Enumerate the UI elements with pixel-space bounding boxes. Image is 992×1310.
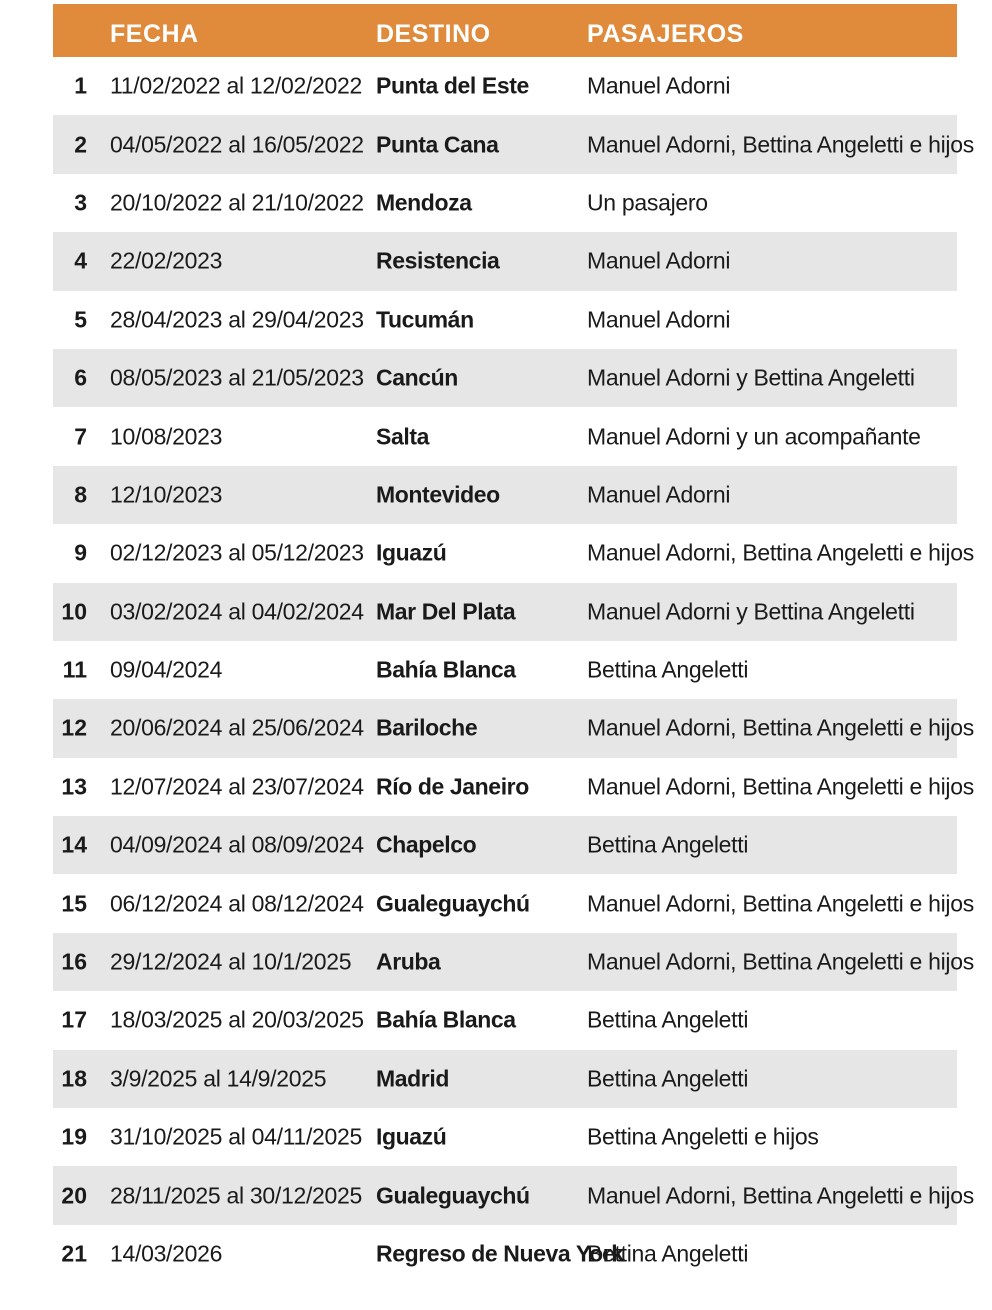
table-row <box>53 57 957 115</box>
row-pasajeros: Manuel Adorni, Bettina Angeletti e hijos <box>587 1182 974 1209</box>
row-number: 19 <box>61 1123 87 1150</box>
table-row <box>53 1050 957 1108</box>
row-number: 14 <box>61 831 87 858</box>
trips-table <box>53 4 974 1283</box>
row-pasajeros: Manuel Adorni <box>587 247 731 274</box>
table-row <box>53 1166 974 1224</box>
row-pasajeros: Manuel Adorni <box>587 306 731 333</box>
table-body <box>53 57 974 1283</box>
row-number: 15 <box>61 890 87 917</box>
table-row <box>53 524 974 582</box>
row-destino: Punta Cana <box>376 131 499 158</box>
row-pasajeros: Bettina Angeletti <box>587 1240 749 1267</box>
row-fecha: 28/11/2025 al 30/12/2025 <box>110 1182 362 1209</box>
row-fecha: 31/10/2025 al 04/11/2025 <box>110 1123 362 1150</box>
row-fecha: 22/02/2023 <box>110 247 223 274</box>
row-fecha: 18/03/2025 al 20/03/2025 <box>110 1006 364 1033</box>
row-destino: Cancún <box>376 364 458 391</box>
row-destino: Bahía Blanca <box>376 656 516 683</box>
row-number: 7 <box>74 423 87 450</box>
table-row <box>53 115 974 173</box>
row-pasajeros: Manuel Adorni, Bettina Angeletti e hijos <box>587 948 974 975</box>
table-header <box>53 4 957 57</box>
row-destino: Gualeguaychú <box>376 890 530 917</box>
table-row <box>53 699 974 757</box>
row-pasajeros: Un pasajero <box>587 189 708 216</box>
header-fecha: FECHA <box>110 20 199 48</box>
table-row <box>53 991 957 1049</box>
row-number: 18 <box>61 1065 87 1092</box>
row-number: 16 <box>61 948 87 975</box>
row-fecha: 09/04/2024 <box>110 656 223 683</box>
row-number: 20 <box>61 1182 87 1209</box>
table-row <box>53 466 957 524</box>
table-row <box>53 407 957 465</box>
row-pasajeros: Manuel Adorni, Bettina Angeletti e hijos <box>587 539 974 566</box>
row-pasajeros: Manuel Adorni, Bettina Angeletti e hijos <box>587 890 974 917</box>
row-number: 3 <box>74 189 87 216</box>
row-destino: Aruba <box>376 948 441 975</box>
row-pasajeros: Manuel Adorni, Bettina Angeletti e hijos <box>587 773 974 800</box>
table-row <box>53 758 974 816</box>
row-pasajeros: Bettina Angeletti <box>587 831 749 858</box>
table-row <box>53 583 957 641</box>
header-pasajeros: PASAJEROS <box>587 20 744 48</box>
row-number: 11 <box>62 656 87 683</box>
row-pasajeros: Manuel Adorni y un acompañante <box>587 423 921 450</box>
table-row <box>53 1225 957 1283</box>
row-fecha: 28/04/2023 al 29/04/2023 <box>110 306 364 333</box>
row-fecha: 12/07/2024 al 23/07/2024 <box>110 773 364 800</box>
row-pasajeros: Bettina Angeletti <box>587 656 749 683</box>
table-row <box>53 232 957 290</box>
row-number: 9 <box>74 539 87 566</box>
row-destino: Mendoza <box>376 189 472 216</box>
row-destino: Iguazú <box>376 1123 447 1150</box>
row-fecha: 10/08/2023 <box>110 423 223 450</box>
row-pasajeros: Manuel Adorni, Bettina Angeletti e hijos <box>587 131 974 158</box>
row-pasajeros: Bettina Angeletti e hijos <box>587 1123 819 1150</box>
row-destino: Punta del Este <box>376 72 529 99</box>
table-row <box>53 874 974 932</box>
row-fecha: 12/10/2023 <box>110 481 223 508</box>
row-fecha: 06/12/2024 al 08/12/2024 <box>110 890 364 917</box>
row-destino: Mar Del Plata <box>376 598 516 625</box>
row-fecha: 08/05/2023 al 21/05/2023 <box>110 364 364 391</box>
row-number: 8 <box>74 481 87 508</box>
row-number: 10 <box>61 598 87 625</box>
row-fecha: 03/02/2024 al 04/02/2024 <box>110 598 364 625</box>
table-row <box>53 933 974 991</box>
row-pasajeros: Manuel Adorni, Bettina Angeletti e hijos <box>587 714 974 741</box>
row-destino: Madrid <box>376 1065 449 1092</box>
table-row <box>53 291 957 349</box>
row-fecha: 20/10/2022 al 21/10/2022 <box>110 189 364 216</box>
row-destino: Regreso de Nueva York <box>376 1240 624 1267</box>
row-number: 17 <box>61 1006 87 1033</box>
row-pasajeros: Bettina Angeletti <box>587 1065 749 1092</box>
row-fecha: 02/12/2023 al 05/12/2023 <box>110 539 364 566</box>
row-destino: Salta <box>376 423 429 450</box>
row-fecha: 04/09/2024 al 08/09/2024 <box>110 831 364 858</box>
row-number: 6 <box>74 364 87 391</box>
row-fecha: 11/02/2022 al 12/02/2022 <box>110 72 362 99</box>
row-destino: Montevideo <box>376 481 500 508</box>
row-fecha: 3/9/2025 al 14/9/2025 <box>110 1065 327 1092</box>
row-destino: Gualeguaychú <box>376 1182 530 1209</box>
row-fecha: 20/06/2024 al 25/06/2024 <box>110 714 364 741</box>
row-number: 4 <box>74 247 87 274</box>
row-fecha: 04/05/2022 al 16/05/2022 <box>110 131 364 158</box>
table-row <box>53 174 957 232</box>
row-number: 13 <box>61 773 87 800</box>
row-destino: Chapelco <box>376 831 477 858</box>
row-number: 5 <box>74 306 87 333</box>
row-pasajeros: Manuel Adorni y Bettina Angeletti <box>587 598 915 625</box>
table-row <box>53 816 957 874</box>
table-row <box>53 1108 957 1166</box>
row-fecha: 29/12/2024 al 10/1/2025 <box>110 948 352 975</box>
row-destino: Bariloche <box>376 714 478 741</box>
table-row <box>53 349 957 407</box>
row-pasajeros: Manuel Adorni y Bettina Angeletti <box>587 364 915 391</box>
row-destino: Tucumán <box>376 306 474 333</box>
row-pasajeros: Manuel Adorni <box>587 72 731 99</box>
table-row <box>53 641 957 699</box>
row-pasajeros: Manuel Adorni <box>587 481 731 508</box>
row-number: 21 <box>61 1240 87 1267</box>
row-destino: Resistencia <box>376 247 500 274</box>
row-number: 1 <box>74 72 87 99</box>
row-destino: Río de Janeiro <box>376 773 529 800</box>
row-fecha: 14/03/2026 <box>110 1240 223 1267</box>
row-pasajeros: Bettina Angeletti <box>587 1006 749 1033</box>
row-destino: Iguazú <box>376 539 447 566</box>
row-number: 12 <box>61 714 87 741</box>
row-number: 2 <box>74 131 87 158</box>
row-destino: Bahía Blanca <box>376 1006 516 1033</box>
header-destino: DESTINO <box>376 20 491 48</box>
